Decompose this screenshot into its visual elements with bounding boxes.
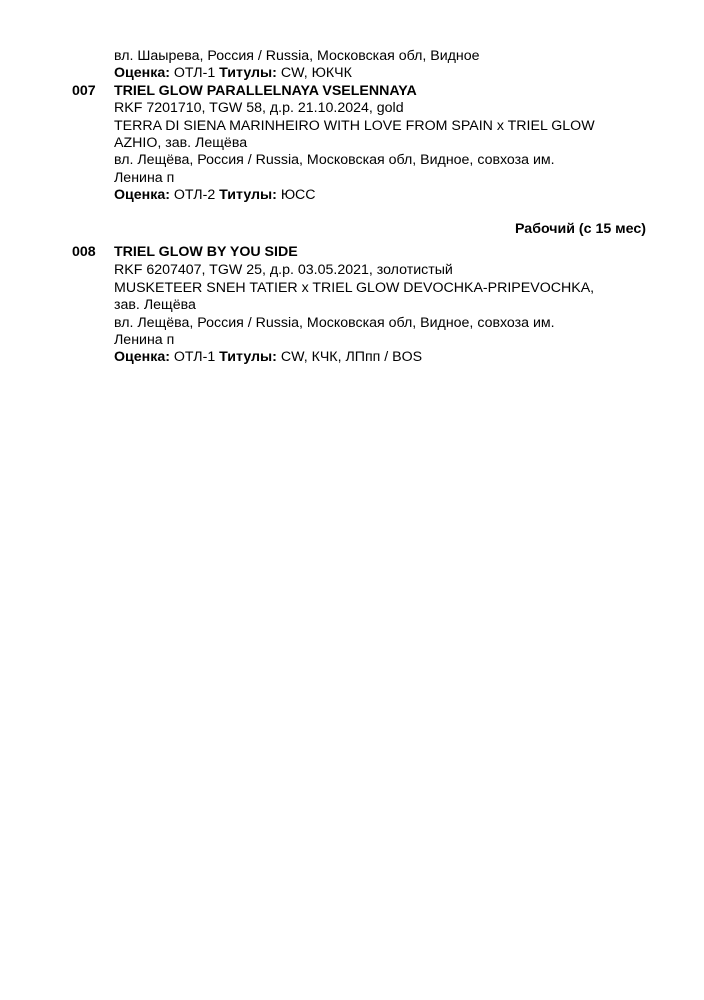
registration-line: RKF 6207407, TGW 25, д.р. 03.05.2021, золотистый: [114, 262, 453, 278]
pedigree-line: MUSKETEER SNEH TATIER x TRIEL GLOW DEVOCHKA-PRIPEVOCHKA,: [114, 280, 595, 296]
grade-value: ОТЛ-1: [173, 65, 216, 81]
titles-value: CW, КЧК, ЛПпп / BOS: [280, 349, 423, 365]
grade-value: ОТЛ-1: [173, 349, 216, 365]
entry-number: 007: [72, 83, 96, 99]
dog-name: TRIEL GLOW BY YOU SIDE: [114, 244, 298, 260]
titles-label: Титулы:: [219, 187, 277, 203]
grade-label: Оценка:: [114, 349, 170, 365]
grade-line: [114, 187, 316, 204]
entry-number: 008: [72, 244, 96, 260]
grade-line: [114, 349, 422, 366]
titles-value: ЮСС: [280, 187, 316, 203]
owner-line: вл. Лещёва, Россия / Russia, Московская обл, Видное, совхоза им.: [114, 152, 555, 168]
titles-label: Титулы:: [219, 65, 277, 81]
pedigree-line: зав. Лещёва: [114, 297, 196, 313]
grade-value: ОТЛ-2: [173, 187, 216, 203]
prev-grade-line: [114, 65, 352, 82]
prev-owner-line: вл. Шаырева, Россия / Russia, Московская обл, Видное: [114, 48, 480, 64]
grade-label: Оценка:: [114, 187, 170, 203]
titles-value: CW, ЮКЧК: [280, 65, 352, 81]
grade-label: Оценка:: [114, 65, 170, 81]
registration-line: RKF 7201710, TGW 58, д.р. 21.10.2024, gold: [114, 100, 404, 116]
class-heading: Рабочий (с 15 мес): [515, 221, 646, 237]
owner-line: Ленина п: [114, 332, 175, 348]
pedigree-line: TERRA DI SIENA MARINHEIRO WITH LOVE FROM SPAIN x TRIEL GLOW: [114, 118, 595, 134]
owner-line: вл. Лещёва, Россия / Russia, Московская обл, Видное, совхоза им.: [114, 315, 555, 331]
titles-label: Титулы:: [219, 349, 277, 365]
dog-name: TRIEL GLOW PARALLELNAYA VSELENNAYA: [114, 83, 417, 99]
owner-line: Ленина п: [114, 170, 175, 186]
pedigree-line: AZHIO, зав. Лещёва: [114, 135, 248, 151]
